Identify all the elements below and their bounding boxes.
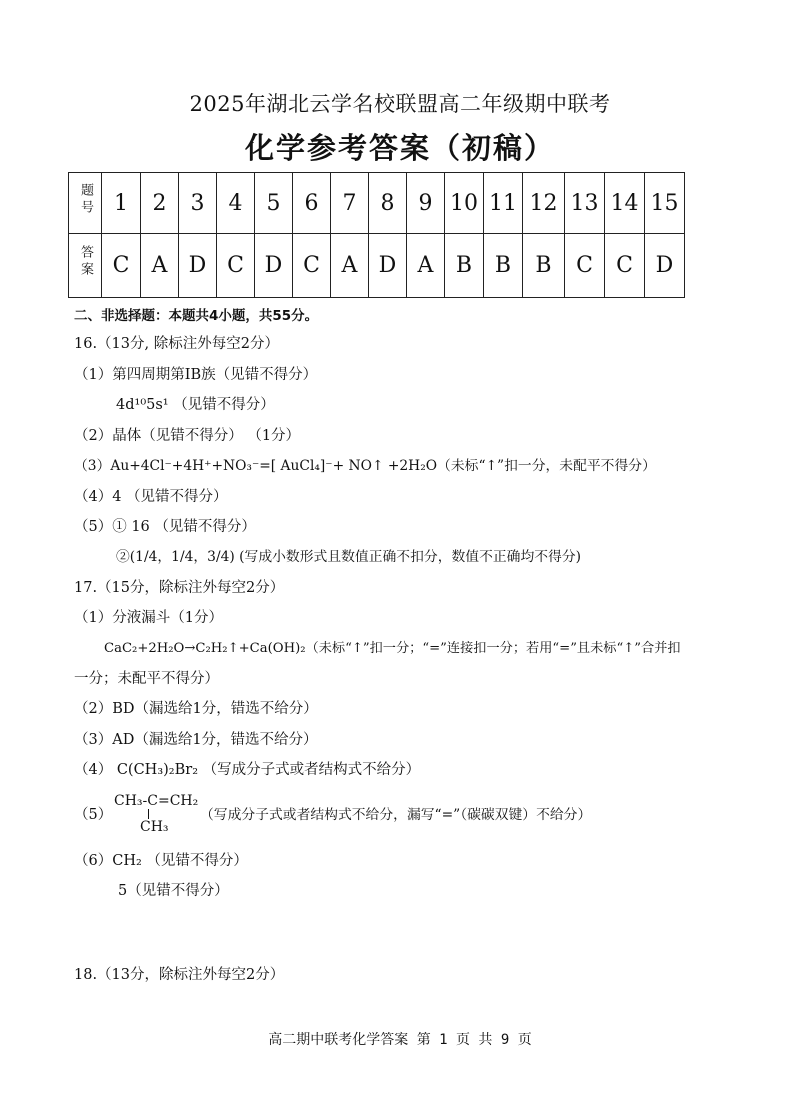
answer-cell: A [331,234,369,298]
question-number-cell: 5 [255,173,293,234]
answer-table [68,172,685,298]
question-number-cell: 2 [141,173,179,234]
q16-part5-first: （5）① 16 （见错不得分） [74,519,256,535]
exam-title: 2025年湖北云学名校联盟高二年级期中联考 [189,92,611,116]
answer-cell: D [645,234,685,298]
answer-cell: A [407,234,445,298]
q17-part6-second: 5（见错不得分） [118,883,229,899]
q17-part1-answer: （1）分液漏斗（1分） [74,610,223,626]
q16-heading: 16.（13分, 除标注外每空2分） [74,336,279,352]
q16-part5-second: ②(1/4，1/4，3/4) (写成小数形式且数值正确不扣分，数值不正确均不得分) [116,549,582,565]
question-number-cell: 7 [331,173,369,234]
answer-cell: D [255,234,293,298]
q16-part3-equation: （3）Au+4Cl⁻+4H⁺+NO₃⁻=[ AuCl₄]⁻+ NO↑ +2H₂O（未标“↑”扣一分，未配平不得分） [74,458,656,474]
q17-part2-answer: （2）BD（漏选给1分，错选不给分） [74,701,318,717]
question-number-cell: 12 [523,173,565,234]
question-number-cell: 9 [407,173,445,234]
page-footer: 高二期中联考化学答案 第 1 页 共 9 页 [268,1032,532,1048]
question-number-cell: 11 [484,173,523,234]
q18-heading: 18.（13分，除标注外每空2分） [74,967,285,983]
q16-part1-config: 4d¹⁰5s¹ （见错不得分） [116,397,275,413]
answer-cell: B [484,234,523,298]
question-number-cell: 14 [605,173,645,234]
answer-cell: C [565,234,605,298]
question-number-cell: 8 [369,173,407,234]
answer-cell: C [102,234,141,298]
answer-key-title: 化学参考答案（初稿） [244,131,555,165]
answer-row [69,234,685,298]
answer-cell: C [605,234,645,298]
answer-cell: D [369,234,407,298]
q17-part5-structure-main: CH₃-C=CH₂ [114,793,199,809]
answer-cell: D [179,234,217,298]
row-header-number: 题号 [69,173,102,234]
q16-part1-answer: （1）第四周期第IB族（见错不得分） [74,367,318,383]
q16-part4-answer: （4）4 （见错不得分） [74,489,228,505]
question-number-cell: 3 [179,173,217,234]
q16-part2-answer: （2）晶体（见错不得分） （1分） [74,428,301,444]
question-number-cell: 13 [565,173,605,234]
section-two-heading: 二、非选择题：本题共4小题，共55分。 [74,308,319,324]
q17-part6-answer: （6）CH₂ （见错不得分） [74,853,248,869]
question-number-cell: 6 [293,173,331,234]
answer-cell: C [217,234,255,298]
question-number-cell: 15 [645,173,685,234]
question-number-cell: 4 [217,173,255,234]
answer-cell: C [293,234,331,298]
q17-part5-note: （写成分子式或者结构式不给分，漏写“=”（碳碳双键）不给分） [200,807,592,823]
question-number-cell: 10 [445,173,484,234]
question-number-cell: 1 [102,173,141,234]
q17-part5-label: （5） [74,807,113,823]
answer-cell: B [445,234,484,298]
answer-cell: A [141,234,179,298]
q17-part1-equation: CaC₂+2H₂O→C₂H₂↑+Ca(OH)₂（未标“↑”扣一分；“=”连接扣一分；若用“=”且未标“↑”合并扣 [104,641,681,656]
row-header-answer: 答案 [69,234,102,298]
question-number-row [69,173,685,234]
q17-part3-answer: （3）AD（漏选给1分，错选不给分） [74,732,318,748]
q17-part5-structure-branch: CH₃ [140,819,169,835]
q17-part1-note: 一分；未配平不得分） [74,671,219,687]
q17-part4-answer: （4） C(CH₃)₂Br₂ （写成分子式或者结构式不给分） [74,762,421,778]
structure-bond-line [148,809,149,819]
q17-heading: 17.（15分，除标注外每空2分） [74,580,285,596]
answer-cell: B [523,234,565,298]
